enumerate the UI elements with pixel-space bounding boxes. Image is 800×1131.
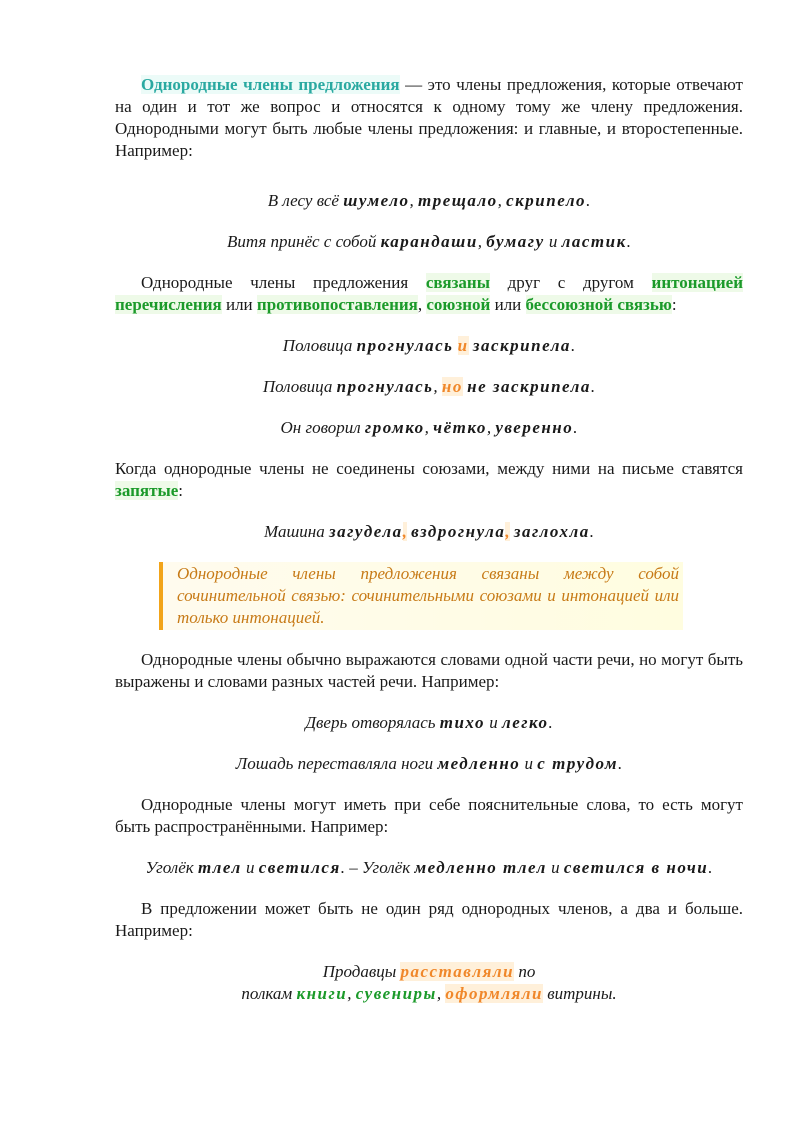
example-text: Половица bbox=[282, 336, 357, 355]
homogeneous-word: карандаши bbox=[380, 232, 478, 251]
homogeneous-word: трещало bbox=[417, 191, 498, 210]
separator: . bbox=[573, 418, 578, 437]
example-text: Витя принёс с собой bbox=[227, 232, 381, 251]
separator: , bbox=[497, 191, 507, 210]
paragraph-text: Когда однородные члены не соединены союзами, между ними на письме ставятся bbox=[115, 459, 743, 478]
separator: . bbox=[618, 754, 623, 773]
example-text: В лесу всё bbox=[267, 191, 344, 210]
example-text: Половица bbox=[262, 377, 337, 396]
paragraph-text: или bbox=[221, 295, 257, 314]
example-4 bbox=[115, 376, 743, 398]
commas-paragraph bbox=[115, 458, 743, 502]
comma-highlight: , bbox=[402, 522, 407, 541]
separator: , bbox=[436, 984, 446, 1003]
green-highlight: союзной bbox=[426, 295, 491, 314]
example-3 bbox=[115, 335, 743, 357]
extended-members-paragraph: Однородные члены могут иметь при себе пояснительные слова, то есть могут быть распространёнными. Например: bbox=[115, 795, 743, 836]
definition-text: — это члены предложения, которые отвечают на один и тот же вопрос и относятся к одному тому же члену предложения. Однородными могут быть любые члены предложения: и главные, и второстепенные. Например: bbox=[115, 75, 743, 160]
example-text: Он говорил bbox=[280, 418, 365, 437]
homogeneous-word: шумело bbox=[343, 191, 410, 210]
separator: . bbox=[708, 858, 713, 877]
separator: . bbox=[586, 191, 591, 210]
separator: , bbox=[486, 418, 496, 437]
separator: . bbox=[570, 336, 576, 355]
paragraph-text: или bbox=[490, 295, 526, 314]
example-1 bbox=[115, 190, 743, 212]
homogeneous-word: чётко bbox=[433, 418, 487, 437]
homogeneous-word: прогнулась bbox=[356, 336, 454, 355]
term-highlight: Однородные члены предложения bbox=[141, 75, 400, 94]
homogeneous-word: скрипело bbox=[506, 191, 587, 210]
conjunction-highlight: но bbox=[441, 377, 463, 396]
example-text: Лошадь переставляла ноги bbox=[235, 754, 438, 773]
separator: и bbox=[485, 713, 502, 732]
homogeneous-word: заскрипела bbox=[472, 336, 571, 355]
paragraph-text: : bbox=[671, 295, 677, 314]
example-7 bbox=[115, 712, 743, 734]
separator: и bbox=[520, 754, 538, 773]
paragraph-text: Однородные члены предложения bbox=[141, 273, 426, 292]
homogeneous-noun: книги bbox=[296, 984, 348, 1003]
separator: . bbox=[589, 522, 594, 541]
green-highlight: бессоюзной связью bbox=[525, 295, 672, 314]
example-text: . – Уголёк bbox=[340, 858, 415, 877]
homogeneous-word: медленно тлел bbox=[414, 858, 547, 877]
parts-of-speech-paragraph: Однородные члены обычно выражаются словами одной части речи, но могут быть выражены и словами разных частей речи. Например: bbox=[115, 650, 743, 691]
green-highlight: противопоставления bbox=[256, 295, 418, 314]
paragraph-text: друг с другом bbox=[489, 273, 652, 292]
conjunction-highlight: и bbox=[457, 336, 469, 355]
separator: . bbox=[590, 377, 596, 396]
example-2 bbox=[115, 231, 743, 253]
example-text: по bbox=[514, 962, 536, 981]
homogeneous-word: заглохла bbox=[513, 522, 590, 541]
comma-highlight: , bbox=[505, 522, 510, 541]
green-highlight: связаны bbox=[425, 273, 490, 292]
homogeneous-word: ластик bbox=[561, 232, 627, 251]
homogeneous-word: уверенно bbox=[495, 418, 574, 437]
green-highlight: интонацией перечисления bbox=[115, 273, 743, 314]
homogeneous-word: вздрогнула bbox=[411, 522, 506, 541]
separator: и bbox=[544, 232, 562, 251]
example-text: витрины. bbox=[543, 984, 617, 1003]
separator: , bbox=[424, 418, 434, 437]
connection-paragraph bbox=[115, 272, 743, 316]
homogeneous-word: медленно bbox=[437, 754, 521, 773]
homogeneous-word: светился в ночи bbox=[563, 858, 709, 877]
example-8 bbox=[115, 753, 743, 775]
verb-highlight: оформляли bbox=[445, 984, 543, 1003]
separator: . bbox=[548, 713, 553, 732]
separator: и bbox=[546, 858, 564, 877]
separator: , bbox=[409, 191, 418, 210]
example-text: Продавцы bbox=[322, 962, 401, 981]
homogeneous-word: громко bbox=[364, 418, 425, 437]
definition-paragraph bbox=[115, 74, 743, 162]
homogeneous-word: прогнулась bbox=[336, 377, 434, 396]
green-highlight: запятые bbox=[115, 481, 179, 500]
homogeneous-word: загудела bbox=[328, 522, 403, 541]
separator: , bbox=[347, 984, 356, 1003]
separator: . bbox=[626, 232, 631, 251]
multiple-rows-paragraph: В предложении может быть не один ряд однородных членов, а два и больше. Например: bbox=[115, 899, 743, 940]
example-10 bbox=[115, 961, 743, 1005]
homogeneous-word: бумагу bbox=[486, 232, 545, 251]
example-text: полкам bbox=[241, 984, 297, 1003]
document-page bbox=[115, 74, 743, 1005]
homogeneous-word: не заскрипела bbox=[467, 377, 591, 396]
example-6 bbox=[115, 521, 743, 543]
paragraph-text: , bbox=[417, 295, 427, 314]
verb-highlight: расставляли bbox=[400, 962, 515, 981]
homogeneous-word: легко bbox=[502, 713, 549, 732]
separator: , bbox=[433, 377, 442, 396]
example-text: Уголёк bbox=[145, 858, 198, 877]
homogeneous-word: тихо bbox=[439, 713, 485, 732]
homogeneous-noun: сувениры bbox=[355, 984, 437, 1003]
homogeneous-word: тлел bbox=[197, 858, 242, 877]
paragraph-text: : bbox=[178, 481, 184, 500]
example-9 bbox=[115, 857, 743, 879]
separator: и bbox=[241, 858, 259, 877]
homogeneous-word: с трудом bbox=[537, 754, 619, 773]
homogeneous-word: светился bbox=[258, 858, 341, 877]
example-text: Машина bbox=[264, 522, 329, 541]
example-text: Дверь отворялась bbox=[305, 713, 440, 732]
rule-note-box: Однородные члены предложения связаны между собой сочинительной связью: сочинительными союзами и интонацией или только интонацией. bbox=[159, 562, 683, 630]
separator: , bbox=[477, 232, 487, 251]
example-5 bbox=[115, 417, 743, 439]
